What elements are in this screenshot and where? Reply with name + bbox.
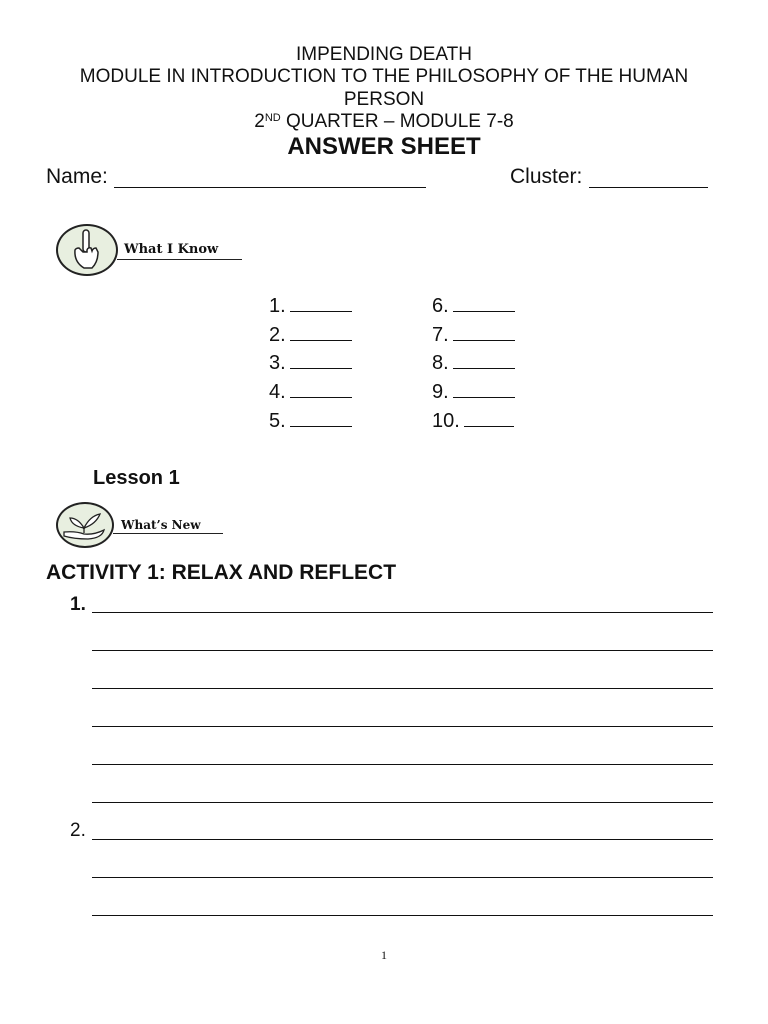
- answer-line[interactable]: [92, 650, 713, 651]
- module-title-line2: PERSON: [343, 89, 425, 110]
- what-i-know-label: What I Know: [124, 242, 219, 257]
- question-2-number: 2.: [70, 820, 86, 841]
- answers-right-column: [432, 292, 515, 436]
- answer-line[interactable]: [92, 688, 713, 689]
- answer-item: [269, 349, 352, 378]
- answer-item: [432, 378, 515, 407]
- answer-blank[interactable]: [290, 379, 352, 398]
- answer-item: [269, 407, 352, 436]
- activity-title: ACTIVITY 1: RELAX AND REFLECT: [46, 561, 397, 584]
- answer-blank[interactable]: [290, 322, 352, 341]
- answer-blank[interactable]: [453, 379, 515, 398]
- answer-number: 2.: [269, 323, 286, 346]
- answer-line[interactable]: [92, 915, 713, 916]
- answer-line[interactable]: [92, 612, 713, 613]
- module-title-line1: MODULE IN INTRODUCTION TO THE PHILOSOPHY OF THE HUMAN: [79, 66, 689, 87]
- answer-number: 6.: [432, 295, 449, 317]
- answer-blank[interactable]: [290, 408, 352, 427]
- answer-line[interactable]: [92, 877, 713, 878]
- answer-number: 8.: [432, 352, 449, 375]
- answer-number: 10.: [432, 409, 460, 432]
- answer-number: 3.: [269, 352, 286, 375]
- answers-left-column: [269, 292, 352, 436]
- answer-blank[interactable]: [453, 322, 515, 341]
- answer-line[interactable]: [92, 802, 713, 803]
- answer-blank[interactable]: [453, 350, 515, 369]
- answer-line[interactable]: [92, 764, 713, 765]
- name-label: Name:: [46, 165, 108, 188]
- lesson-heading: Lesson 1: [93, 467, 180, 489]
- answer-number: 9.: [432, 381, 449, 404]
- cluster-input-line[interactable]: [589, 187, 708, 188]
- question-1-number: 1.: [70, 594, 86, 615]
- quarter-ordinal: ND: [264, 112, 281, 124]
- hand-finger-icon: [56, 224, 118, 276]
- answer-blank[interactable]: [290, 293, 352, 312]
- whats-new-underline: [113, 533, 223, 534]
- answer-blank[interactable]: [290, 350, 352, 369]
- page-number: 1: [381, 948, 387, 962]
- answer-number: 1.: [269, 295, 286, 317]
- answer-item: [432, 292, 515, 321]
- answer-number: 7.: [432, 323, 449, 346]
- hand-plant-icon: [56, 502, 114, 548]
- answer-item: [269, 292, 352, 321]
- answer-blank[interactable]: [453, 293, 515, 312]
- quarter-module: [0, 111, 768, 133]
- cluster-field: [510, 165, 582, 189]
- quarter-rest: QUARTER – MODULE 7-8: [280, 111, 514, 132]
- answer-blank[interactable]: [464, 408, 514, 427]
- what-i-know-underline: [117, 259, 242, 260]
- name-input-line[interactable]: [114, 187, 426, 188]
- answer-item: [432, 407, 515, 436]
- answer-line[interactable]: [92, 839, 713, 840]
- doc-topic: IMPENDING DEATH: [296, 44, 472, 65]
- answer-number: 5.: [269, 409, 286, 432]
- answer-line[interactable]: [92, 726, 713, 727]
- whats-new-label: What’s New: [121, 518, 201, 532]
- answer-item: [432, 321, 515, 350]
- name-field: [46, 165, 108, 189]
- answer-item: [269, 378, 352, 407]
- cluster-label: Cluster:: [510, 165, 583, 188]
- page-title: ANSWER SHEET: [287, 133, 481, 160]
- answer-number: 4.: [269, 381, 286, 404]
- quarter-number: 2: [254, 111, 265, 132]
- answer-item: [269, 321, 352, 350]
- answer-item: [432, 349, 515, 378]
